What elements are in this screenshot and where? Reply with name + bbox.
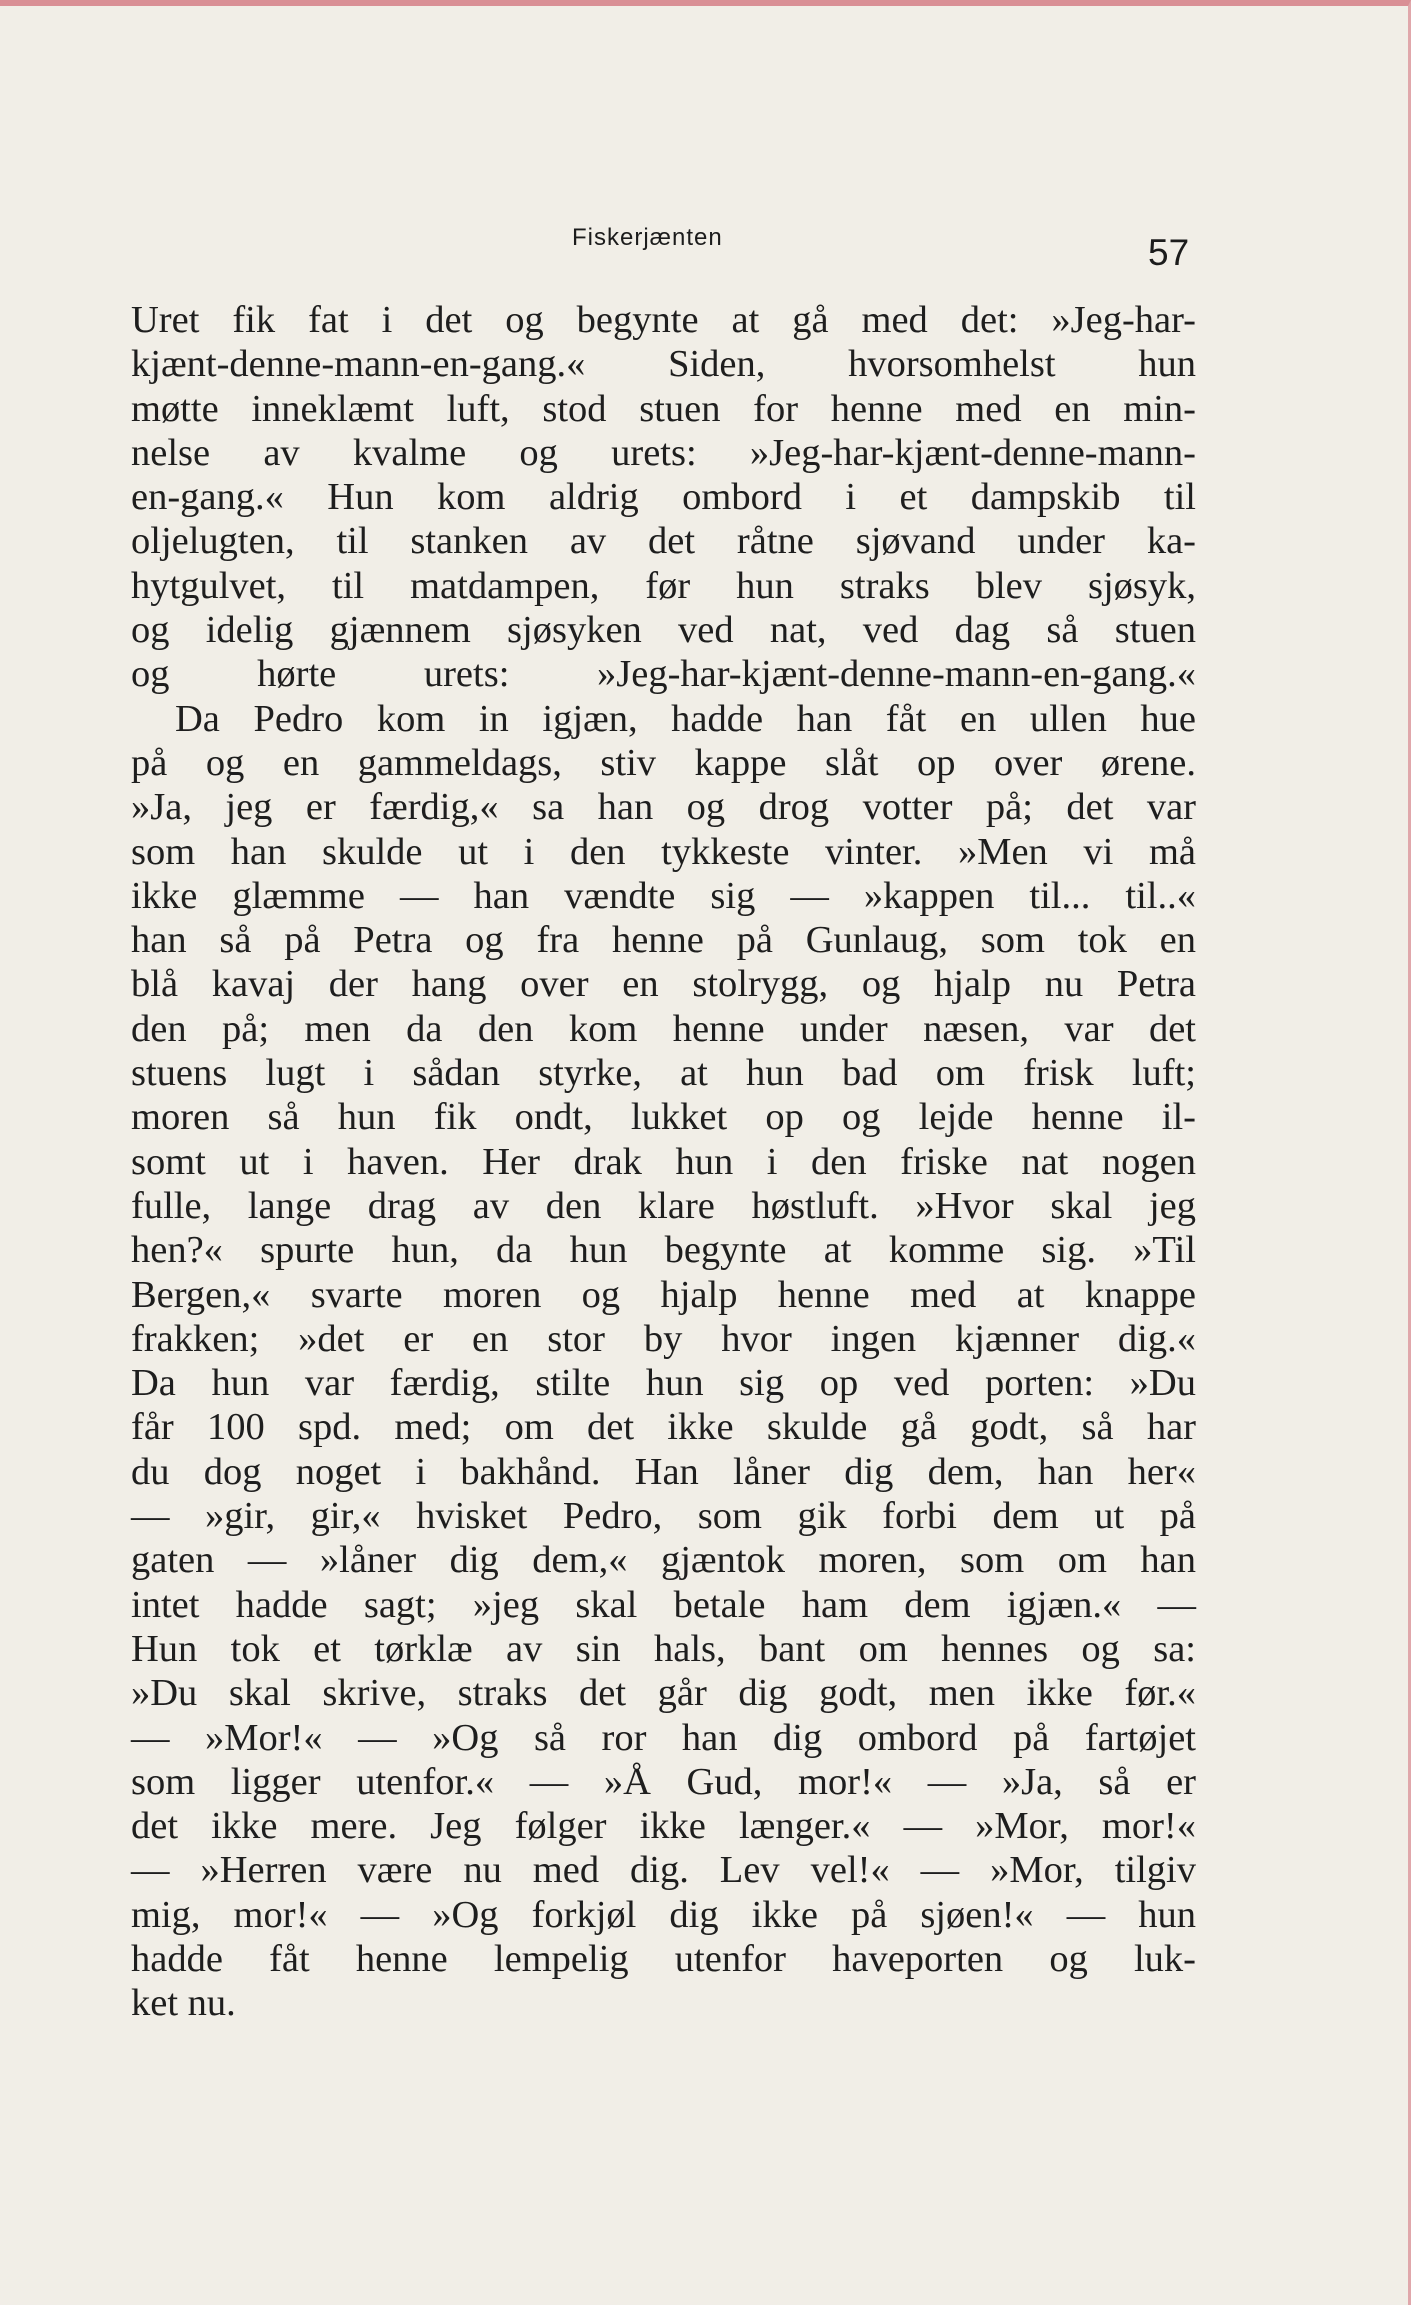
text-line: ket nu. [131, 1982, 236, 2025]
page-number: 57 [1148, 232, 1190, 273]
text-line: kjænt-denne-mann-en-gang.« Siden, hvorsomhelst hun [131, 343, 1196, 386]
text-line: gaten — »låner dig dem,« gjæntok moren, som om han [131, 1539, 1196, 1582]
text-line: som han skulde ut i den tykkeste vinter. »Men vi må [131, 830, 1196, 873]
text-line: — »gir, gir,« hvisket Pedro, som gik forbi dem ut på [131, 1495, 1196, 1538]
text-line: du dog noget i bakhånd. Han låner dig dem, han her« [131, 1450, 1196, 1493]
text-line: han så på Petra og fra henne på Gunlaug, som tok en [131, 919, 1196, 962]
text-line: stuens lugt i sådan styrke, at hun bad om frisk luft; [131, 1052, 1196, 1095]
text-line: frakken; »det er en stor by hvor ingen kjænner dig.« [131, 1317, 1196, 1360]
text-line: Hun tok et tørklæ av sin hals, bant om hennes og sa: [131, 1627, 1196, 1670]
text-line: somt ut i haven. Her drak hun i den friske nat nogen [131, 1140, 1196, 1183]
text-line: — »Herren være nu med dig. Lev vel!« — »Mor, tilgiv [131, 1849, 1196, 1892]
text-line: som ligger utenfor.« — »Å Gud, mor!« — »Ja, så er [131, 1760, 1196, 1803]
text-line: mig, mor!« — »Og forkjøl dig ikke på sjøen!« — hun [131, 1893, 1196, 1936]
text-line: Da Pedro kom in igjæn, hadde han fåt en ullen hue [175, 697, 1196, 740]
text-line: nelse av kvalme og urets: »Jeg-har-kjænt-denne-mann- [131, 431, 1196, 474]
text-line: hen?« spurte hun, da hun begynte at komme sig. »Til [131, 1229, 1196, 1272]
running-head: Fiskerjænten [572, 224, 723, 251]
text-line: fulle, lange drag av den klare høstluft. »Hvor skal jeg [131, 1184, 1196, 1227]
text-line: møtte inneklæmt luft, stod stuen for henne med en min- [131, 387, 1196, 430]
text-line: Da hun var færdig, stilte hun sig op ved porten: »Du [131, 1362, 1196, 1405]
text-line: og hørte urets: »Jeg-har-kjænt-denne-mann-en-gang.« [131, 653, 1196, 696]
text-line: får 100 spd. med; om det ikke skulde gå godt, så har [131, 1406, 1196, 1449]
text-line: Bergen,« svarte moren og hjalp henne med at knappe [131, 1273, 1196, 1316]
text-line: »Ja, jeg er færdig,« sa han og drog votter på; det var [131, 786, 1196, 829]
text-line: — »Mor!« — »Og så ror han dig ombord på fartøjet [131, 1716, 1196, 1759]
text-line: hadde fåt henne lempelig utenfor haveporten og luk- [131, 1937, 1196, 1980]
text-line: ikke glæmme — han vændte sig — »kappen til... til..« [131, 874, 1196, 917]
page-header [0, 218, 1411, 278]
text-line: den på; men da den kom henne under næsen, var det [131, 1007, 1196, 1050]
text-line: blå kavaj der hang over en stolrygg, og hjalp nu Petra [131, 963, 1196, 1006]
text-line: oljelugten, til stanken av det råtne sjøvand under ka- [131, 520, 1196, 563]
text-line: en-gang.« Hun kom aldrig ombord i et dampskib til [131, 476, 1196, 519]
text-line: moren så hun fik ondt, lukket op og lejde henne il- [131, 1096, 1196, 1139]
text-line: og idelig gjænnem sjøsyken ved nat, ved dag så stuen [131, 609, 1196, 652]
text-line: på og en gammeldags, stiv kappe slåt op over ørene. [131, 741, 1196, 784]
text-line: det ikke mere. Jeg følger ikke længer.« — »Mor, mor!« [131, 1805, 1196, 1848]
body-text [131, 298, 1196, 2026]
text-line: »Du skal skrive, straks det går dig godt, men ikke før.« [131, 1672, 1196, 1715]
text-line: Uret fik fat i det og begynte at gå med det: »Jeg-har- [131, 299, 1196, 341]
text-line: intet hadde sagt; »jeg skal betale ham dem igjæn.« — [131, 1583, 1196, 1626]
text-line: hytgulvet, til matdampen, før hun straks blev sjøsyk, [131, 564, 1196, 607]
